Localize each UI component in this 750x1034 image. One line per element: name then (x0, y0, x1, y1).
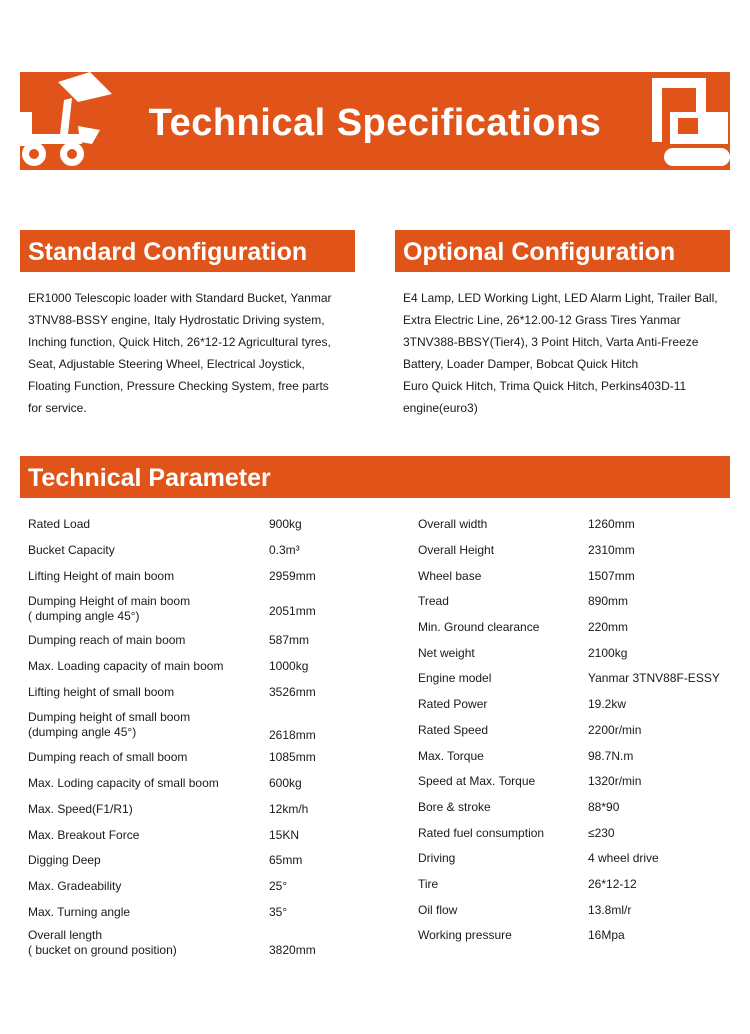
optional-config-heading: Optional Configuration (395, 230, 730, 272)
param-label: Overall Height (418, 543, 495, 558)
standard-line: Inching function, Quick Hitch, 26*12-12 Agricultural tyres, (28, 335, 331, 349)
table-row (418, 743, 738, 769)
param-label: Driving (418, 851, 456, 866)
param-label: Max. Gradeability (28, 878, 122, 893)
table-row (28, 771, 368, 797)
standard-config-heading: Standard Configuration (20, 230, 355, 272)
table-row (28, 563, 368, 589)
param-label: Tread (418, 594, 449, 609)
param-value: 15KN (269, 827, 300, 842)
table-row (418, 923, 738, 949)
param-label: Max. Breakout Force (28, 827, 140, 842)
param-value: 900kg (269, 517, 302, 532)
param-label: Bucket Capacity (28, 543, 115, 558)
table-row (418, 872, 738, 898)
param-value: 890mm (588, 594, 629, 609)
param-value: 3820mm (269, 942, 316, 957)
optional-line: Battery, Loader Damper, Bobcat Quick Hitch (403, 357, 639, 371)
table-row (418, 718, 738, 744)
param-value: 1320r/min (588, 774, 642, 789)
param-label: Max. Loding capacity of small boom (28, 776, 219, 791)
param-value: 2200r/min (588, 722, 642, 737)
param-value: 1085mm (269, 750, 316, 765)
param-label: Max. Loading capacity of main boom (28, 659, 224, 674)
param-label-line2: ( bucket on ground position) (28, 942, 177, 957)
table-row (28, 874, 368, 900)
param-value: 2100kg (588, 645, 628, 660)
param-value: 35° (269, 904, 288, 919)
param-label-line1: Dumping height of small boom (28, 710, 191, 725)
param-label: Bore & stroke (418, 799, 491, 814)
table-row (418, 640, 738, 666)
table-row (418, 512, 738, 538)
optional-line: Extra Electric Line, 26*12.00-12 Grass Tires Yanmar (403, 313, 681, 327)
param-value: 1507mm (588, 568, 635, 583)
table-row (28, 628, 368, 654)
param-value: 2959mm (269, 568, 316, 583)
param-value: Yanmar 3TNV88F-ESSY (588, 671, 720, 686)
optional-line: 3TNV388-BBSY(Tier4), 3 Point Hitch, Varta Anti-Freeze (403, 335, 699, 349)
table-row (28, 925, 368, 964)
optional-line: Euro Quick Hitch, Trima Quick Hitch, Perkins403D-11 (403, 379, 687, 393)
standard-line: 3TNV88-BSSY engine, Italy Hydrostatic Driving system, (28, 313, 325, 327)
param-label: Rated Speed (418, 722, 489, 737)
table-row (418, 692, 738, 718)
param-label: Max. Turning angle (28, 904, 131, 919)
param-value: 25° (269, 878, 288, 893)
param-value: 2310mm (588, 543, 635, 558)
param-value: 26*12-12 (588, 876, 637, 891)
table-row (418, 769, 738, 795)
optional-line: E4 Lamp, LED Working Light, LED Alarm Light, Trailer Ball, (403, 291, 718, 305)
table-row (418, 897, 738, 923)
param-value: 2051mm (269, 604, 316, 619)
param-value: 12km/h (269, 801, 309, 816)
param-value: 16Mpa (588, 928, 625, 943)
param-value: 2618mm (269, 728, 316, 743)
table-row (28, 899, 368, 925)
param-value: 19.2kw (588, 697, 627, 712)
param-value: 600kg (269, 776, 302, 791)
param-value: ≤230 (588, 825, 615, 840)
param-label: Dumping reach of small boom (28, 750, 188, 765)
param-label: Engine model (418, 671, 492, 686)
param-label: Tire (418, 876, 439, 891)
table-row (418, 538, 738, 564)
param-label: Wheel base (418, 568, 482, 583)
param-value: 3526mm (269, 684, 316, 699)
param-label: Net weight (418, 645, 475, 660)
param-label-line1: Overall length (28, 927, 103, 942)
table-row (418, 820, 738, 846)
table-row (418, 615, 738, 641)
table-row (28, 705, 368, 745)
standard-line: Seat, Adjustable Steering Wheel, Electrical Joystick, (28, 357, 305, 371)
table-row (28, 538, 368, 564)
table-row (28, 848, 368, 874)
param-value: 4 wheel drive (588, 851, 659, 866)
param-label-line2: (dumping angle 45°) (28, 725, 137, 740)
param-label-line2: ( dumping angle 45°) (28, 609, 140, 624)
page-title: Technical Specifications (148, 102, 602, 144)
param-label: Working pressure (418, 928, 512, 943)
param-label-line1: Dumping Height of main boom (28, 594, 191, 609)
param-value: 65mm (269, 853, 303, 868)
table-row (28, 797, 368, 823)
table-row (418, 666, 738, 692)
table-row (28, 822, 368, 848)
param-label (28, 928, 269, 964)
param-label (28, 594, 269, 628)
param-value: 1260mm (588, 517, 635, 532)
param-label: Max. Torque (418, 748, 484, 763)
param-label: Overall width (418, 517, 488, 532)
param-value: 220mm (588, 620, 629, 635)
standard-line: for service. (28, 401, 87, 415)
param-label: Lifting Height of main boom (28, 568, 175, 583)
param-value: 1000kg (269, 659, 309, 674)
param-label: Dumping reach of main boom (28, 633, 186, 648)
param-label: Lifting height of small boom (28, 684, 175, 699)
table-row (418, 589, 738, 615)
table-row (28, 589, 368, 628)
table-row (418, 846, 738, 872)
param-label: Min. Ground clearance (418, 620, 540, 635)
technical-parameter-heading: Technical Parameter (20, 456, 730, 498)
param-value: 0.3m³ (269, 543, 300, 558)
param-label: Digging Deep (28, 853, 101, 868)
table-row (28, 654, 368, 680)
param-label: Rated fuel consumption (418, 825, 545, 840)
standard-config-description (28, 287, 358, 419)
table-row (418, 795, 738, 821)
param-label: Rated Power (418, 697, 488, 712)
parameter-table-right (418, 512, 738, 949)
param-value: 98.7N.m (588, 748, 634, 763)
table-row (28, 679, 368, 705)
param-value: 88*90 (588, 799, 620, 814)
standard-line: ER1000 Telescopic loader with Standard Bucket, Yanmar (28, 291, 332, 305)
param-label: Max. Speed(F1/R1) (28, 801, 133, 816)
table-row (418, 563, 738, 589)
param-value: 13.8ml/r (588, 902, 632, 917)
param-label: Speed at Max. Torque (418, 774, 536, 789)
optional-line: engine(euro3) (403, 401, 478, 415)
param-label (28, 710, 269, 745)
table-row (28, 745, 368, 771)
title-banner (20, 72, 730, 170)
param-label: Oil flow (418, 902, 458, 917)
standard-line: Floating Function, Pressure Checking System, free parts (28, 379, 329, 393)
table-row (28, 512, 368, 538)
parameter-table-left (28, 512, 368, 964)
param-value: 587mm (269, 633, 310, 648)
optional-config-description (403, 287, 733, 419)
param-label: Rated Load (28, 517, 91, 532)
